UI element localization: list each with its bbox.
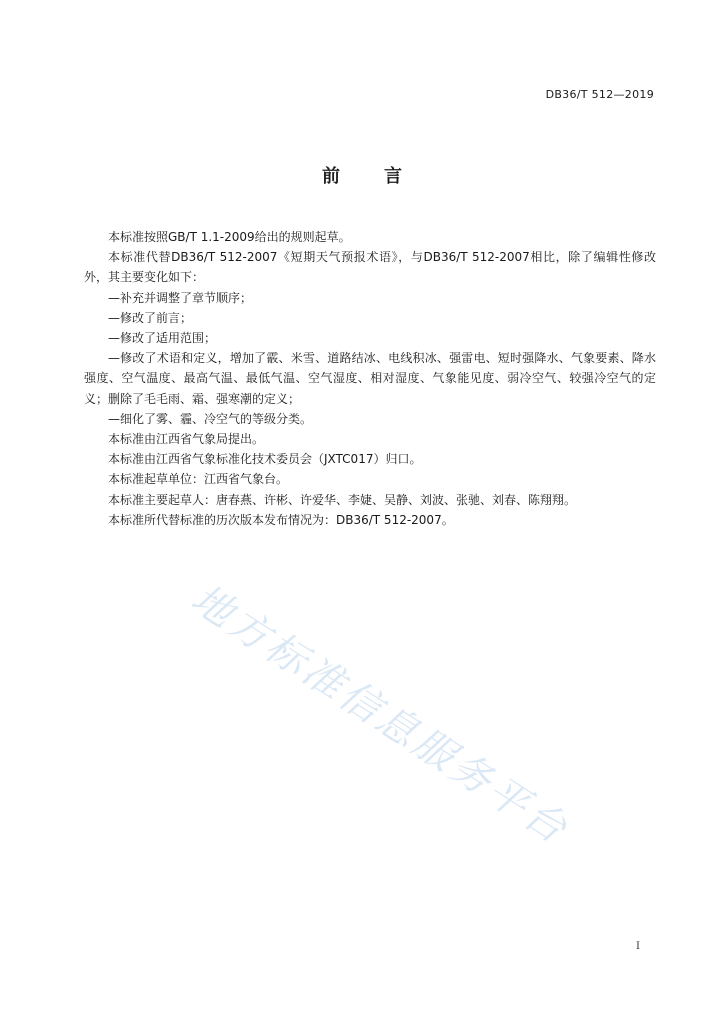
paragraph-committee: 本标准由江西省气象标准化技术委员会（JXTC017）归口。 — [108, 452, 422, 467]
paragraph-proposer: 本标准由江西省气象局提出。 — [108, 432, 265, 447]
title-char-1: 前 — [322, 166, 340, 187]
paragraph-replaces: 本标准代替DB36/T 512-2007《短期天气预报术语》，与DB36/T 512-2007相比，除了编辑性修改外，其主要变化如下： — [84, 250, 656, 285]
change-item: —修改了术语和定义，增加了霰、米雪、道路结冰、电线积冰、强雷电、短时强降水、气象要素、降水强度、空气温度、最高气温、最低气温、空气湿度、相对湿度、气象能见度、弱冷空气、较强冷空气的定义；删除了毛毛雨、霜、强寒潮的定义； — [84, 351, 656, 406]
paragraph-drafters: 本标准主要起草人：唐春燕、许彬、许爱华、李婕、吴静、刘波、张驰、刘春、陈翔翔。 — [108, 492, 577, 507]
paragraph-drafting-rules: 本标准按照GB/T 1.1-2009给出的规则起草。 — [108, 230, 351, 244]
change-item: —修改了前言； — [108, 310, 193, 325]
paragraph-history: 本标准所代替标准的历次版本发布情况为：DB36/T 512-2007。 — [108, 512, 454, 527]
change-item: —补充并调整了章节顺序； — [108, 290, 253, 305]
change-item: —修改了适用范围； — [108, 331, 217, 346]
title-char-2: 言 — [384, 166, 402, 187]
foreword-body — [84, 227, 656, 530]
document-code: DB36/T 512—2019 — [545, 88, 654, 101]
page-number: I — [636, 941, 640, 952]
paragraph-drafting-unit: 本标准起草单位：江西省气象台。 — [108, 472, 289, 487]
page-title — [0, 162, 724, 188]
watermark: 地方标准信息服务平台 — [183, 575, 578, 855]
change-item: —细化了雾、霾、冷空气的等级分类。 — [108, 411, 313, 426]
